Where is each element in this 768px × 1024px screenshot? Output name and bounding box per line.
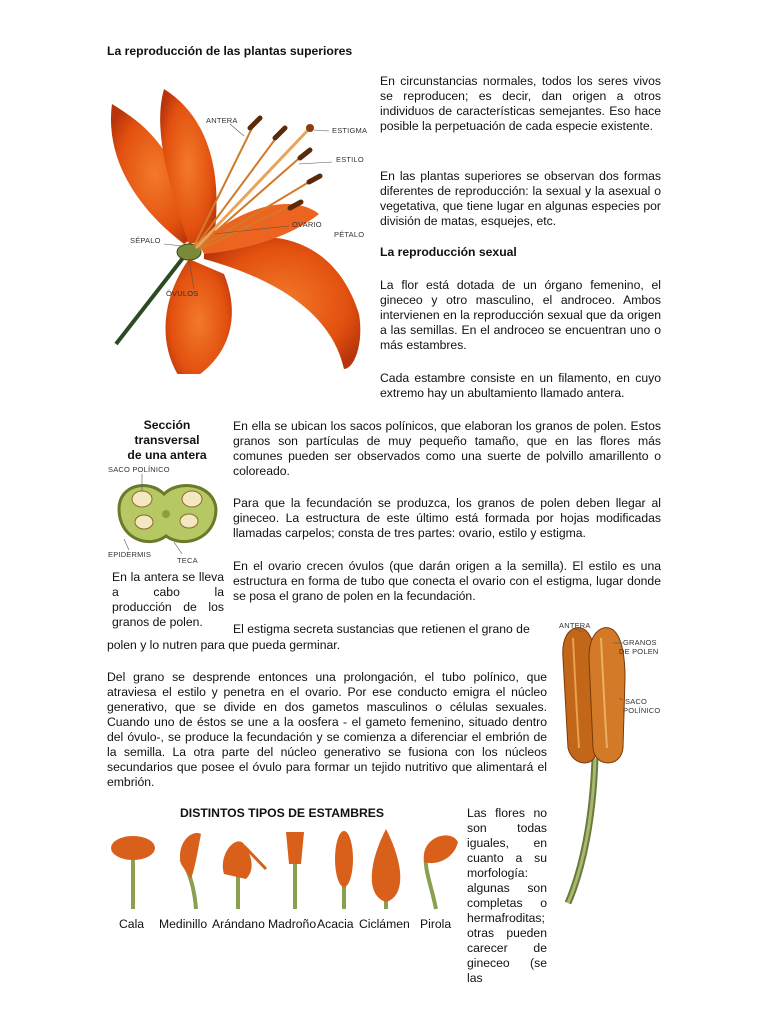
anther-label-saco-2: POLÍNICO (623, 706, 661, 715)
cross-section-heading (104, 418, 230, 463)
stamen-madrono (286, 832, 304, 909)
stamen-label-pirola: Pirola (420, 917, 452, 931)
anther-illustration (553, 618, 668, 908)
stamen-types-illustration (106, 824, 466, 914)
stamen-types-image (106, 824, 466, 914)
cross-section-caption: En la antera se lleva a cabo la producción de los granos de polen. (112, 570, 224, 629)
intro-paragraph-2: En las plantas superiores se observan dos formas diferentes de reproducción: la sexual y la asexual o vegetativa, que tiene lugar en algunas especies por división de matas, esquejes, etc. (380, 169, 661, 228)
sexual-paragraph-2: Cada estambre consiste en un filamento, en cuyo extremo hay un abultamiento llamado antera. (380, 371, 661, 400)
label-estigma: ESTIGMA (332, 126, 368, 135)
cross-section-heading-line-2: transversal (134, 433, 200, 447)
stamen-acacia (335, 831, 353, 909)
side-text: Las flores no son todas iguales, en cuanto a su morfología: algunas son completas o hermafroditas; otras pueden carecer de gineceo (se las (467, 806, 547, 985)
anther-label-antera: ANTERA (559, 621, 591, 630)
body-paragraph-4-line-1: El estigma secreta sustancias que retienen el grano de (233, 622, 530, 636)
body-paragraph-1: En ella se ubican los sacos polínicos, que elaboran los granos de polen. Estos granos son partículas de muy pequeño tamaño, que en las flores más comunes pueden ser observados como una suerte de polvillo amarillento o coloreado. (233, 419, 661, 478)
body-paragraph-5: Del grano se desprende entonces una prolongación, el tubo polínico, que atraviesa el estilo y penetra en el ovario. Por ese conducto emigra el núcleo generativo, que se divide en dos gametos masculinos o células sexuales. Cuando uno de éstos se une a la oosfera - el gameto femenino, situado dentro del óvulo-, se produce la fecundación y se comienza a diferenciar el embrión de la semilla. La otra parte del núcleo generativo se fusiona con los núcleos secundarios que posee el óvulo para formar un tejido nutritivo que alimentará el embrión. (107, 670, 547, 789)
anther-label-granos-1: GRANOS (623, 638, 657, 647)
label-epidermis: EPIDERMIS (108, 550, 152, 559)
section-heading: La reproducción sexual (380, 245, 517, 259)
stamens-heading: DISTINTOS TIPOS DE ESTAMBRES (180, 806, 385, 820)
cross-section-heading-line-3: de una antera (127, 448, 207, 462)
label-sepalo: SÉPALO (130, 236, 161, 245)
intro-paragraph-1: En circunstancias normales, todos los seres vivos se reproducen; es decir, dan origen a otros individuos de características semejantes. Eso hace posible la perpetuación de cada especie existente. (380, 74, 661, 133)
anther-image (553, 618, 668, 908)
stamen-label-madrono: Madroño (268, 917, 317, 931)
label-ovario: OVARIO (292, 220, 322, 229)
stamen-medinillo (180, 833, 201, 909)
stamen-label-cala: Cala (119, 917, 145, 931)
stamen-label-medinillo: Medinillo (159, 917, 208, 931)
stamen-ciclamen (372, 829, 401, 909)
label-estilo: ESTILO (336, 155, 364, 164)
body-paragraph-3: En el ovario crecen óvulos (que darán origen a la semilla). El estilo es una estructura en forma de tubo que conecta el ovario con el estigma, lugar donde se posa el grano de polen en la fecundación. (233, 559, 661, 603)
stamen-label-ciclamen: Ciclámen (359, 917, 410, 931)
page-title: La reproducción de las plantas superiores (107, 44, 353, 58)
stamen-pirola (424, 835, 458, 909)
stamen-arandano (223, 841, 266, 909)
label-petalo: PÉTALO (334, 230, 365, 239)
body-paragraph-4-line-2: polen y lo nutren para que pueda germinar. (107, 638, 341, 652)
stamen-label-acacia: Acacia (317, 917, 354, 931)
body-paragraph-2: Para que la fecundación se produzca, los granos de polen deben llegar al gineceo. La estructura de este último está formada por hojas modificadas llamadas carpelos; consta de tres partes: ovario, estilo y estigma. (233, 496, 661, 540)
anther-cross-section-illustration (104, 464, 230, 569)
label-antera: ANTERA (206, 116, 238, 125)
anther-label-saco-1: SACO (625, 697, 648, 706)
label-saco-polinico: SACO POLÍNICO (108, 465, 170, 474)
label-ovulos: ÓVULOS (166, 289, 199, 298)
label-teca: TECA (177, 556, 198, 565)
sexual-paragraph-1: La flor está dotada de un órgano femenino, el gineceo y otro masculino, el androceo. Ambos intervienen en la reproducción sexual que da origen a las semillas. En el androceo se encuentran uno o más estambres. (380, 278, 661, 352)
cross-section-heading-line-1: Sección (143, 418, 191, 432)
anther-label-granos-2: DE POLEN (619, 647, 659, 656)
flower-illustration (104, 84, 376, 374)
side-text-narrow (467, 806, 547, 986)
stamen-cala (111, 836, 155, 909)
stamen-label-arandano: Arándano (212, 917, 265, 931)
